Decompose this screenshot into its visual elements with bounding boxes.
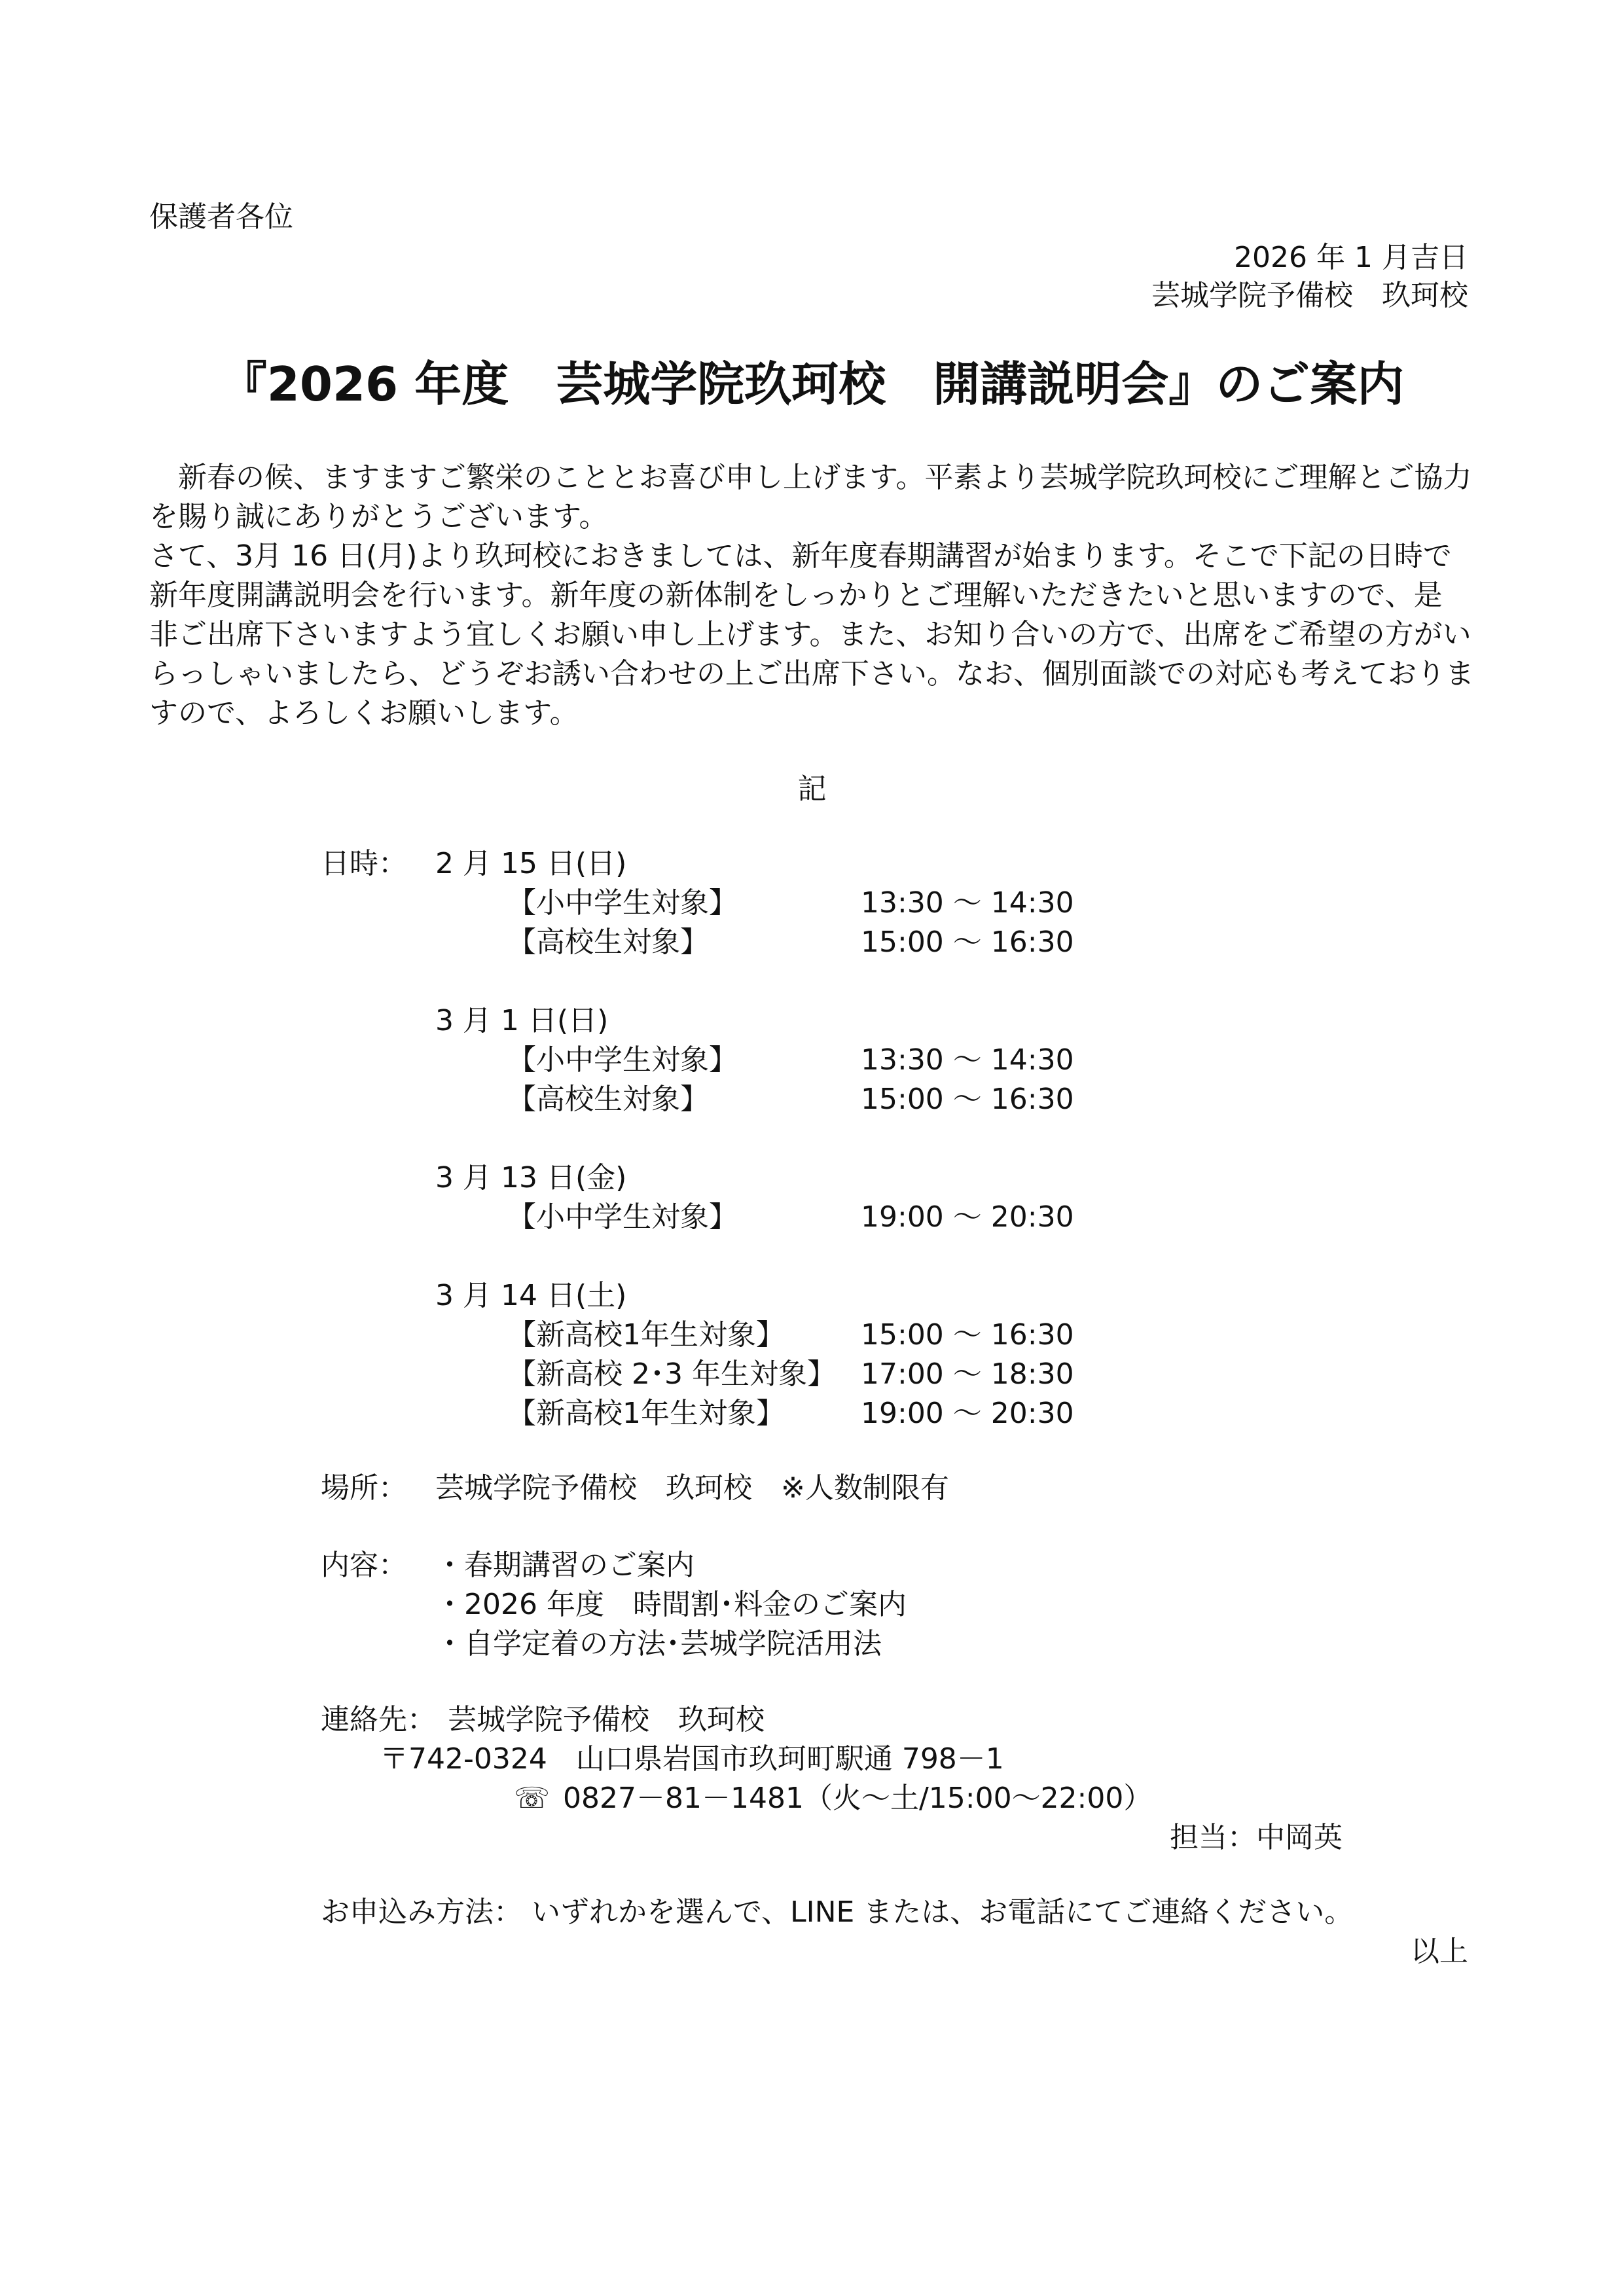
content-item: ・自学定着の方法･芸城学院活用法 (435, 1627, 882, 1660)
session-time: 15:00 ～ 16:30 (861, 1083, 1074, 1116)
intro-line: 新春の候、ますますご繁栄のこととお喜び申し上げます。平素より芸城学院玖珂校にご理解とご協力 (178, 461, 1472, 494)
content-item: ・春期講習のご案内 (435, 1549, 695, 1582)
session-target: 【高校生対象】 (507, 1083, 709, 1116)
intro-line: 非ご出席下さいますよう宜しくお願い申し上げます。また、お知り合いの方で、出席をご希望の方がい (149, 618, 1471, 651)
sender: 芸城学院予備校 玖珂校 (1151, 279, 1468, 312)
session-time: 15:00 ～ 16:30 (861, 1318, 1074, 1352)
intro-line: 新年度開講説明会を行います。新年度の新体制をしっかりとご理解いただきたいと思いますので、是 (149, 579, 1443, 612)
addressee: 保護者各位 (149, 200, 293, 234)
session-target: 【高校生対象】 (507, 925, 709, 959)
contact-label: 連絡先： (321, 1703, 436, 1736)
session-time: 13:30 ～ 14:30 (861, 1043, 1074, 1077)
intro-line: すので、よろしくお願いします。 (149, 696, 579, 730)
session-time: 19:00 ～ 20:30 (861, 1397, 1074, 1430)
contact-name: 芸城学院予備校 玖珂校 (448, 1703, 765, 1736)
session-time: 13:30 ～ 14:30 (861, 886, 1074, 920)
intro-line: を賜り誠にありがとうございます。 (149, 500, 608, 533)
schedule-label: 日時： (321, 847, 407, 880)
session-time: 15:00 ～ 16:30 (861, 925, 1074, 959)
session-time: 19:00 ～ 20:30 (861, 1200, 1074, 1234)
content-label: 内容： (321, 1549, 407, 1582)
phone-icon: ☏ (514, 1782, 550, 1815)
page-title: 『2026 年度 芸城学院玖珂校 開講説明会』のご案内 (219, 357, 1405, 412)
schedule-date: 2 月 15 日(日) (435, 847, 627, 880)
intro-line: らっしゃいましたら、どうぞお誘い合わせの上ご出席下さい。なお、個別面談での対応も考えておりま (149, 657, 1474, 691)
date: 2026 年 1 月吉日 (1234, 241, 1468, 274)
content-item: ・2026 年度 時間割･料金のご案内 (435, 1588, 907, 1621)
session-target: 【小中学生対象】 (507, 886, 738, 920)
session-target: 【新高校1年生対象】 (507, 1318, 785, 1352)
schedule-date: 3 月 1 日(日) (435, 1004, 609, 1037)
application-method: お申込み方法： いずれかを選んで、LINE または、お電話にてご連絡ください。 (321, 1895, 1354, 1929)
intro-line: さて、3月 16 日(月)より玖珂校におきましては、新年度春期講習が始まります。そこで下記の日時で (149, 539, 1452, 573)
schedule-date: 3 月 13 日(金) (435, 1161, 627, 1194)
place-value: 芸城学院予備校 玖珂校 ※人数制限有 (435, 1471, 949, 1505)
session-target: 【小中学生対象】 (507, 1200, 738, 1234)
intro-paragraph (149, 458, 1485, 733)
session-time: 17:00 ～ 18:30 (861, 1357, 1074, 1391)
place-label: 場所： (321, 1471, 407, 1505)
session-target: 【小中学生対象】 (507, 1043, 738, 1077)
contact-phone: 0827－81－1481（火～土/15:00～22:00） (563, 1782, 1153, 1815)
contact-person: 担当：中岡英 (1170, 1821, 1343, 1854)
contact-address: 〒742-0324 山口県岩国市玖珂町駅通 798－1 (380, 1742, 1004, 1776)
session-target: 【新高校1年生対象】 (507, 1397, 785, 1430)
session-target: 【新高校 2･3 年生対象】 (507, 1357, 836, 1391)
schedule-date: 3 月 14 日(土) (435, 1279, 627, 1312)
ki-heading: 記 (797, 772, 827, 806)
closing: 以上 (1411, 1935, 1468, 1968)
